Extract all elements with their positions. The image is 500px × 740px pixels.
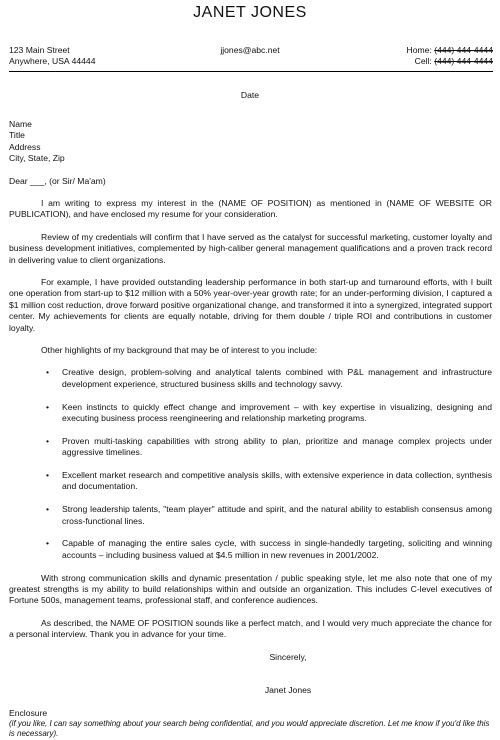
recipient-title: Title [9, 130, 25, 141]
paragraph-highlights-intro: Other highlights of my background that may be of interest to you include: [41, 345, 318, 356]
recipient-address: Address [9, 141, 41, 152]
list-item: • Creative design, problem-solving and analytical talents combined with P&L management and infrastructure development experience, structured business skills and technology savvy. [46, 367, 492, 389]
bullet-icon: • [46, 401, 50, 412]
highlights-list [9, 367, 492, 561]
enclosure-label: Enclosure [9, 707, 48, 718]
list-item: • Strong leadership talents, "team player" attitude and spirit, and the natural ability to establish consensus among cross-functional lines. [46, 504, 492, 526]
recipient-city: City, State, Zip [9, 153, 65, 164]
list-item: • Capable of managing the entire sales cycle, with success in single-handedly targeting, soliciting and winning accounts – including business valued at $4.5 million in new revenues in 2001/2002. [46, 538, 492, 560]
letter-body [9, 119, 492, 740]
closing: Sincerely, [269, 651, 307, 662]
sender-email: jjones@abc.net [220, 45, 280, 55]
enclosure-note: (if you like, I can say something about your search being confidential, and you would appreciate discretion. Let me know if you'd like this is necessary). [9, 718, 490, 739]
letter-date: Date [240, 90, 260, 100]
paragraph-credentials: Review of my credentials will confirm that I have served as the catalyst for successful marketing, customer loyalty and business development initiatives, complemented by high-caliber general management qualifications and a proven track record in delivering value to client organizations. [9, 231, 492, 265]
sender-city: Anywhere, USA 44444 [9, 56, 96, 66]
salutation: Dear ___, (or Sir/ Ma'am) [9, 175, 106, 186]
home-phone-number: (444) 444-4444 [434, 45, 493, 55]
paragraph-example: For example, I have provided outstanding leadership performance in both start-up and turnaround efforts, with I built one operation from start-up to $12 million with a 50% year-over-year growth rate; for an under-performing division, I captured a $1 million cost reduction, drove forward positive organizational change, and transformed it into a synergized, integrated support center. My achievements for clients are equally notable, driving for them double / triple ROI and contributions in customer loyalty. [9, 277, 492, 333]
paragraph-intro: I am writing to express my interest in the (NAME OF POSITION) as mentioned in (NAME OF WEBSITE OR PUBLICATION), and have enclosed my resume for your consideration. [9, 197, 492, 220]
bullet-icon: • [46, 504, 50, 515]
list-item: • Keen instincts to quickly effect change and improvement – with key expertise in visualizing, designing and executing business process reengineering and relationship marketing programs. [46, 401, 492, 424]
header-divider [9, 71, 493, 72]
list-item: • Excellent market research and competitive analysis skills, with extensive experience in data collection, synthesis and documentation. [46, 470, 492, 492]
paragraph-interview: As described, the NAME OF POSITION sounds like a perfect match, and I would very much appreciate the chance for a personal interview. Thank you in advance for your time. [9, 617, 492, 640]
recipient-name: Name [9, 119, 32, 129]
sender-street: 123 Main Street [9, 45, 70, 55]
bullet-icon: • [46, 470, 50, 481]
paragraph-strengths: With strong communication skills and dynamic presentation / public speaking style, let me also note that one of my greatest strengths is my ability to build relationships within and outside an organization. This includes C-level executives of Fortune 500s, management teams, professional staff, and conference audiences. [9, 572, 492, 606]
cell-phone-label: Cell: [414, 56, 432, 66]
bullet-icon: • [46, 367, 50, 378]
bullet-icon: • [46, 538, 50, 549]
home-phone-label: Home: [406, 45, 432, 55]
home-phone-row [407, 45, 493, 56]
list-item: • Proven multi-tasking capabilities with strong ability to plan, prioritize and manage complex projects under aggressive timelines. [46, 435, 492, 458]
recipient-block [9, 119, 492, 165]
sender-phones [407, 45, 493, 67]
sender-name: JANET JONES [193, 4, 307, 21]
signature: Janet Jones [264, 685, 312, 696]
bullet-icon: • [46, 435, 50, 446]
cell-phone-row [407, 56, 493, 67]
cell-phone-number: (444) 444-4444 [434, 56, 493, 66]
